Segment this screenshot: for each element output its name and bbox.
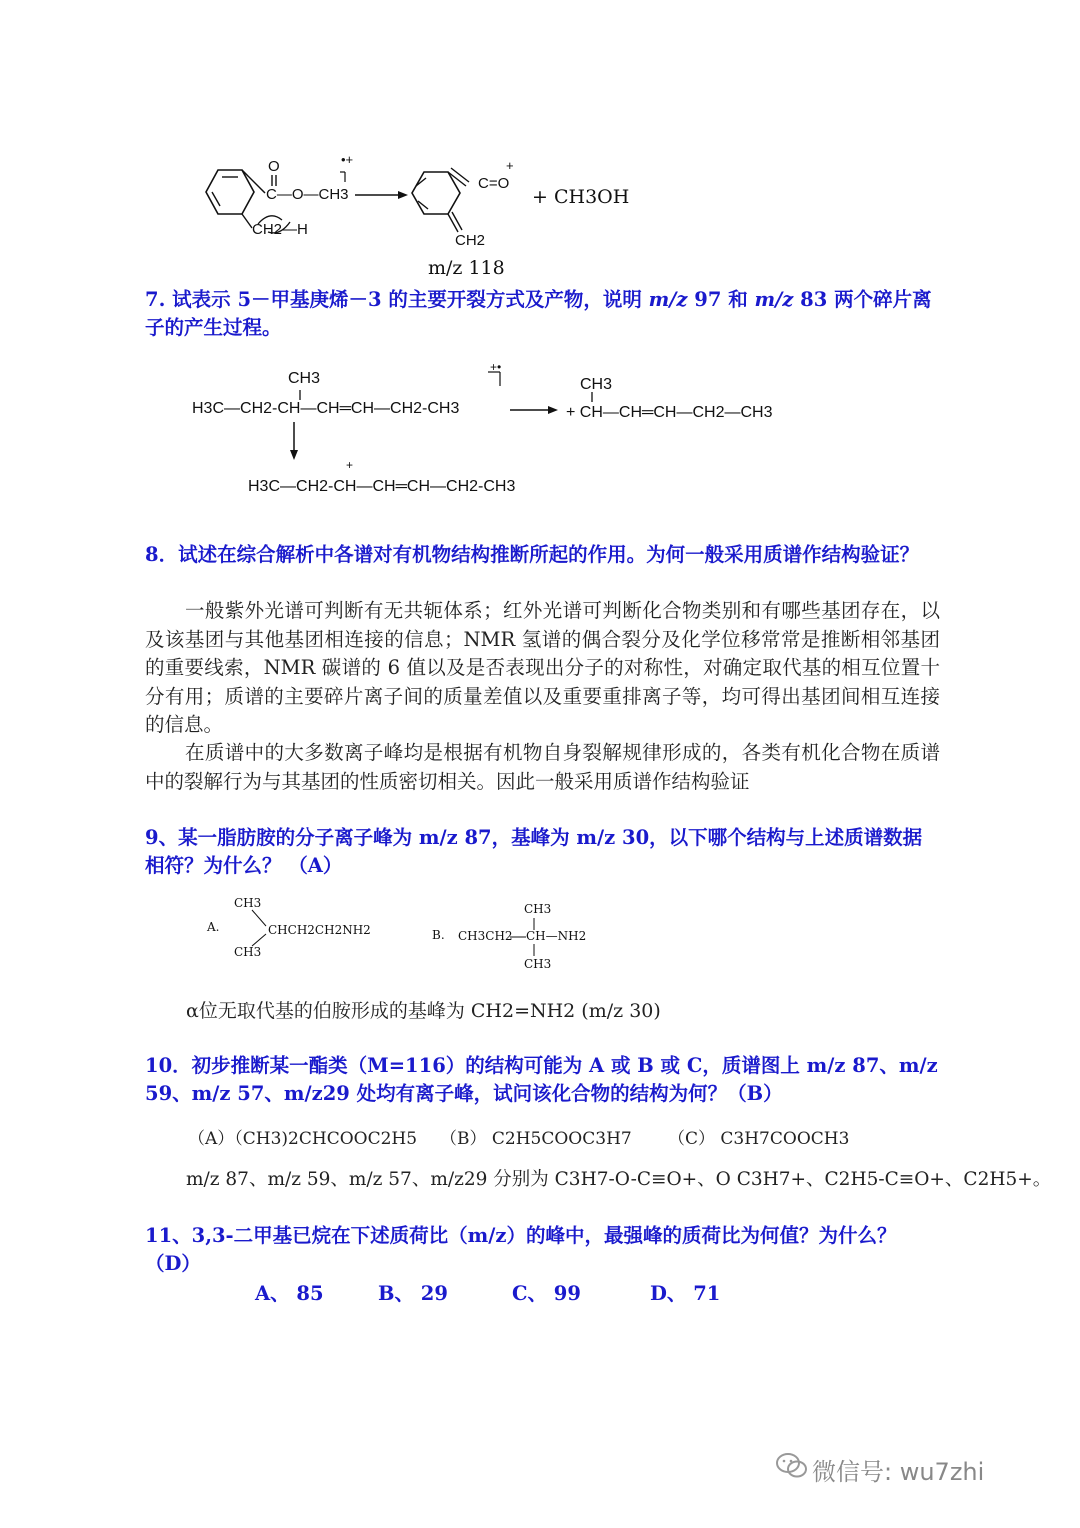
q9-optA-ch3-top: CH3 xyxy=(234,896,262,910)
q7-mz1: m/z xyxy=(648,288,688,311)
plus-methanol: + CH3OH xyxy=(532,186,630,208)
q11-option-b: B、 29 xyxy=(378,1282,448,1305)
q9-optA-ch3-bottom: CH3 xyxy=(234,945,262,959)
mz-118-label: m/z 118 xyxy=(428,257,505,279)
q11-option-d: D、 71 xyxy=(650,1282,721,1305)
q10-option-a: （A）（CH3)2CHCOOC2H5 xyxy=(188,1129,418,1149)
scheme2-right-product: + CH—CH═CH—CH2—CH3 xyxy=(566,404,773,421)
q10-title-b: m/z 87、m/z 59、m/z 57、m/z29 处均有离子峰，试问该化合物的结构为何？（B） xyxy=(145,1054,938,1105)
q9-optB-center: CH—NH2 xyxy=(526,929,587,943)
q9-optB-label: B. xyxy=(432,928,445,942)
product-ch2: CH2 xyxy=(455,232,486,249)
q10-option-c: （C） C3H7COOCH3 xyxy=(668,1129,850,1149)
watermark-text: 微信号: wu7zhi xyxy=(812,1458,985,1486)
q11-option-c: C、 99 xyxy=(512,1282,581,1305)
question-10-title xyxy=(145,1052,940,1108)
question-8-title: 8．试述在综合解析中各谱对有机物结构推断所起的作用。为何一般采用质谱作结构验证？ xyxy=(145,543,920,566)
product-plus: + xyxy=(506,158,514,173)
q10-option-b: （B） C2H5COOC3H7 xyxy=(440,1129,632,1149)
q7-text-b: 97 和 xyxy=(687,288,755,311)
scheme2-main-chain: H3C—CH2-CH—CH═CH—CH2-CH3 xyxy=(192,400,460,417)
q8-paragraph-1: 一般紫外光谱可判断有无共轭体系；红外光谱可判断化合物类别和有哪些基团存在，以及该基团与其他基团相连接的信息；NMR 氢谱的偶合裂分及化学位移常常是推断相邻基团的重要线索，NMR 碳谱的 6 值以及是否表现出分子的对称性，对确定取代基的相互位置十分有用；质谱的主要碎片离子间的质量差值以及重要重排离子等，均可得出基团间相互连接的信息。 xyxy=(145,599,940,736)
q7-text-c: 83 两个碎片离子的产生过程。 xyxy=(145,288,932,339)
question-11-title: 11、3,3-二甲基已烷在下述质荷比（m/z）的峰中，最强峰的质荷比为何值？为什么？（D） xyxy=(145,1224,897,1275)
q9-optA-chain: CHCH2CH2NH2 xyxy=(268,923,371,937)
q10-title-a: 10．初步推断某一酯类（M=116）的结构可能为 A 或 B 或 C，质谱图上 xyxy=(145,1054,807,1077)
q9-optB-left: CH3CH2 xyxy=(458,929,513,943)
q10-answer: m/z 87、m/z 59、m/z 57、m/z29 分别为 C3H7-O-C≡O+、O C3H7+、C2H5-C≡O+、C2H5+。 xyxy=(186,1169,1052,1190)
product-co: C=O xyxy=(478,175,510,192)
q9-optA-label: A. xyxy=(207,920,220,934)
wechat-icon xyxy=(776,1452,808,1480)
ester-group: C—O—CH3 xyxy=(266,186,349,203)
ch2h-group: CH2—H xyxy=(252,221,308,238)
scheme2-ch3-top: CH3 xyxy=(288,370,321,387)
q9-optB-ch3-top: CH3 xyxy=(524,902,552,916)
scheme2-radical-mark: +• xyxy=(490,360,502,374)
carbonyl-o: O xyxy=(268,158,280,175)
q11-option-a: A、 85 xyxy=(255,1282,324,1305)
q8-paragraph-2: 在质谱中的大多数离子峰均是根据有机物自身裂解规律形成的，各类有机化合物在质谱中的裂解行为与其基团的性质密切相关。因此一般采用质谱作结构验证 xyxy=(145,741,940,793)
q9-optB-ch3-bottom: CH3 xyxy=(524,957,552,971)
q7-text-a: 试表示 5－甲基庚烯－3 的主要开裂方式及产物，说明 xyxy=(172,288,649,311)
scheme2-right-ch3: CH3 xyxy=(580,376,613,393)
question-9-title: 9、某一脂肪胺的分子离子峰为 m/z 87，基峰为 m/z 30，以下哪个结构与上述质谱数据相符？为什么？ （A） xyxy=(145,826,923,877)
scheme2-bottom-plus: + xyxy=(346,458,354,472)
scheme2-bottom-product: H3C—CH2-CH—CH═CH—CH2-CH3 xyxy=(248,478,516,495)
q7-mz2: m/z xyxy=(754,288,794,311)
q7-number: 7. xyxy=(145,288,166,311)
radical-cation-mark: •+ xyxy=(341,152,354,167)
q9-answer: α位无取代基的伯胺形成的基峰为 CH2=NH2 (m/z 30) xyxy=(186,1000,661,1022)
